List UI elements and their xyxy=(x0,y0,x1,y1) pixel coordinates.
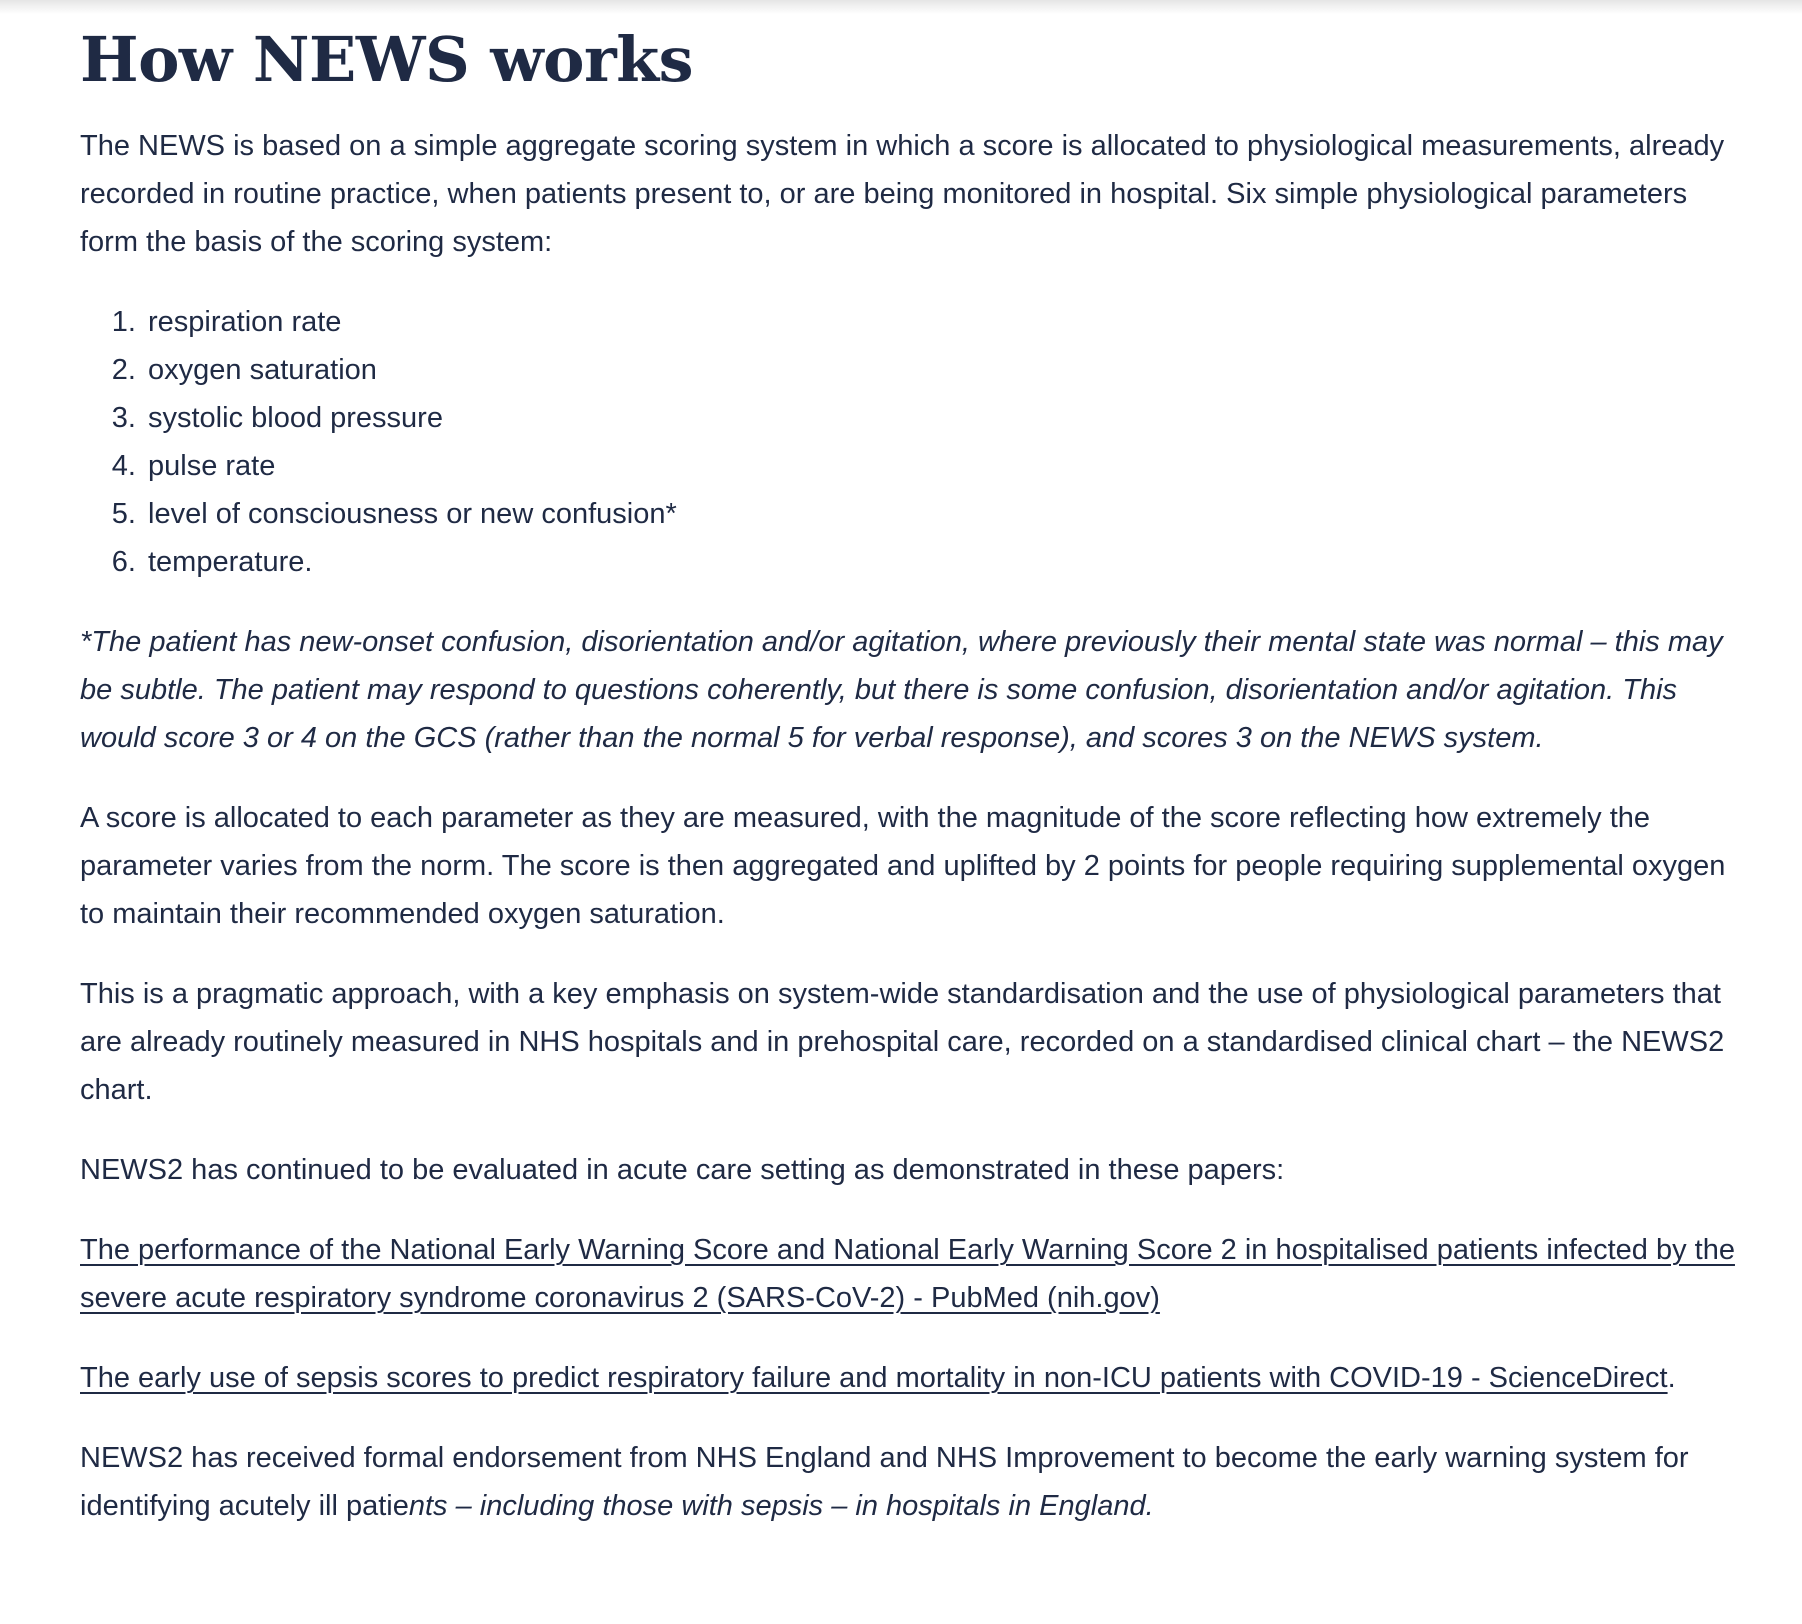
sciencedirect-link[interactable]: The early use of sepsis scores to predict respiratory failure and mortality in non-ICU patients with COVID-19 - ScienceDirect xyxy=(80,1362,1668,1394)
sciencedirect-link-paragraph xyxy=(80,1354,1740,1402)
list-item: 2. oxygen saturation xyxy=(144,346,1740,394)
endorsement-text: NEWS2 has received formal endorsement from NHS England and NHS Improvement to become the early warning system for identifying acutely ill patie xyxy=(80,1442,1689,1522)
page-title: How NEWS works xyxy=(80,23,694,96)
article-content xyxy=(80,22,1740,1562)
list-item: 4. pulse rate xyxy=(144,442,1740,490)
list-item: 5. level of consciousness or new confusion* xyxy=(144,490,1740,538)
parameter-list xyxy=(80,298,1740,586)
list-item: 6. temperature. xyxy=(144,538,1740,586)
list-item: 3. systolic blood pressure xyxy=(144,394,1740,442)
pragmatic-paragraph: This is a pragmatic approach, with a key emphasis on system-wide standardisation and the use of physiological parameters that are already routinely measured in NHS hospitals and in prehospital care, recorded on a standardised clinical chart – the NEWS2 chart. xyxy=(80,978,1725,1106)
list-item: 1. respiration rate xyxy=(144,298,1740,346)
footnote-paragraph: *The patient has new-onset confusion, disorientation and/or agitation, where previously their mental state was normal – this may be subtle. The patient may respond to questions coherently, but there is some confusion, disorientation and/or agitation. This would score 3 or 4 on the GCS (rather than the normal 5 for verbal response), and scores 3 on the NEWS system. xyxy=(80,626,1723,754)
score-paragraph: A score is allocated to each parameter as they are measured, with the magnitude of the score reflecting how extremely the parameter varies from the norm. The score is then aggregated and uplifted by 2 points for people requiring supplemental oxygen to maintain their recommended oxygen saturation. xyxy=(80,802,1726,930)
evaluated-paragraph: NEWS2 has continued to be evaluated in acute care setting as demonstrated in these papers: xyxy=(80,1154,1285,1186)
top-shadow xyxy=(0,0,1802,14)
link-trailing-period: . xyxy=(1667,1362,1676,1394)
endorsement-paragraph xyxy=(80,1434,1740,1530)
pubmed-link[interactable]: The performance of the National Early Warning Score and National Early Warning Score 2 in hospitalised patients infected by the severe acute respiratory syndrome coronavirus 2 (SARS-CoV-2) - PubMed (nih.gov) xyxy=(80,1234,1735,1314)
pubmed-link-paragraph xyxy=(80,1226,1740,1322)
intro-paragraph: The NEWS is based on a simple aggregate scoring system in which a score is allocated to physiological measurements, already recorded in routine practice, when patients present to, or are being monitored in hospital. Six simple physiological parameters form the basis of the scoring system: xyxy=(80,130,1725,258)
endorsement-text-italic: nts – including those with sepsis – in hospitals in England. xyxy=(408,1490,1154,1522)
